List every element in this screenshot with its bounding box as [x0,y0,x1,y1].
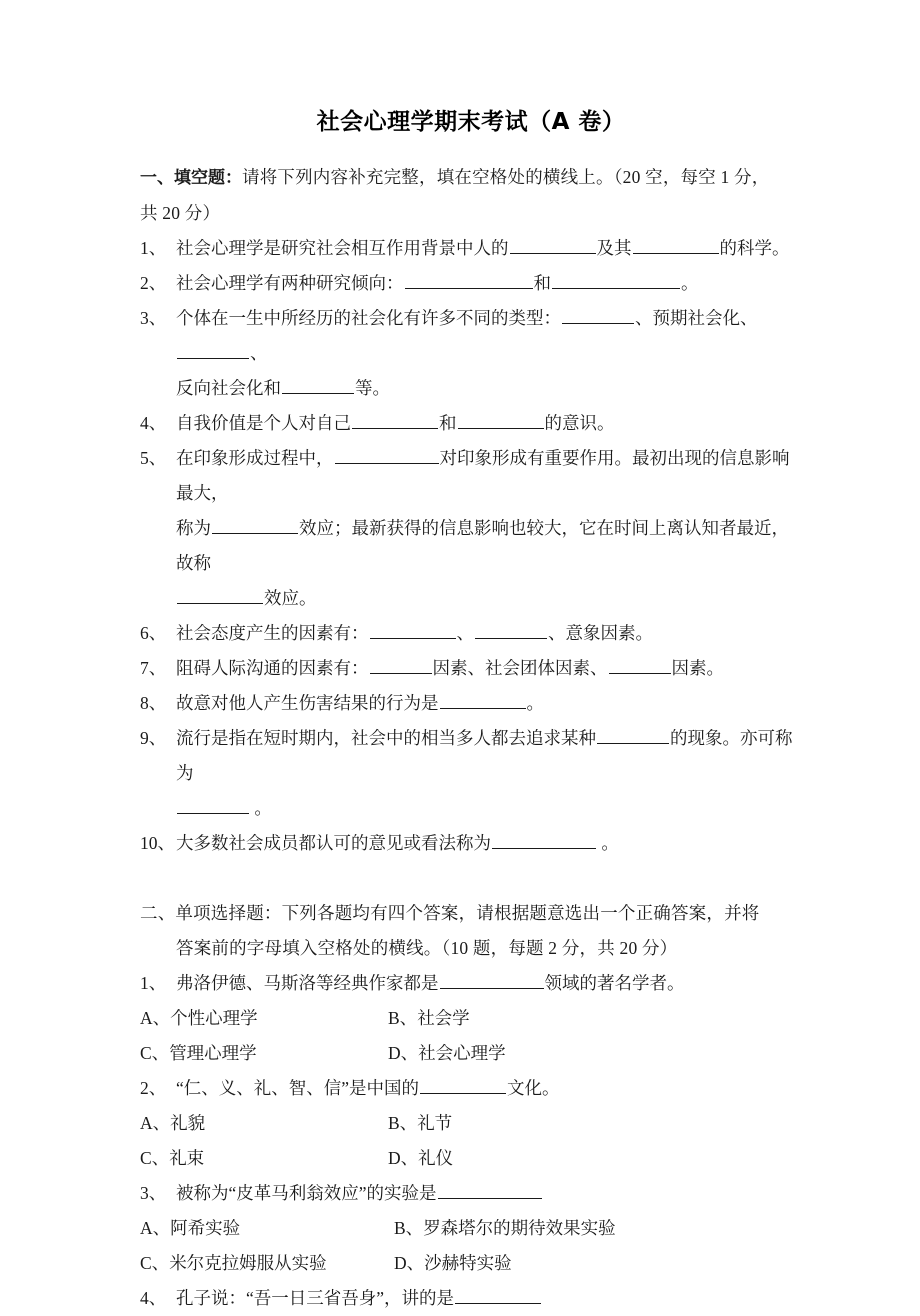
question-1-8 [140,686,802,721]
question-text-cont: 和 [533,272,551,293]
option-c[interactable] [140,1246,394,1281]
answer-blank[interactable] [609,658,671,674]
answer-blank[interactable] [177,588,263,604]
question-text-end: 、意象因素。 [548,622,653,643]
option-label: 个性心理学 [170,1007,258,1028]
answer-blank[interactable] [177,343,249,359]
option-label: 罗森塔尔的期待效果实验 [423,1217,616,1238]
answer-blank[interactable] [177,798,249,814]
document-body [140,0,802,1316]
answer-blank[interactable] [405,273,533,289]
answer-blank[interactable] [440,693,526,709]
question-text-cont: 及其 [596,237,632,258]
section-gap [140,861,802,896]
option-key: B、 [388,1112,418,1133]
section-1-instructions-line1: 请将下列内容补充完整，填在空格处的横线上。（20 空，每空 1 分， [242,166,770,187]
option-label: 礼节 [417,1112,453,1133]
option-label: 管理心理学 [169,1042,257,1063]
question-1-5-continuation-2 [140,581,802,616]
option-key: D、 [388,1042,419,1063]
question-1-10 [140,826,802,861]
option-d[interactable] [388,1141,802,1176]
question-text-end: 。 [601,832,619,853]
question-text: 社会心理学是研究社会相互作用背景中人的 [176,237,509,258]
section-1-label: 一、填空题 [140,167,225,188]
answer-blank[interactable] [370,623,456,639]
option-key: C、 [140,1147,170,1168]
option-key: C、 [140,1042,170,1063]
answer-blank[interactable] [335,448,439,464]
answer-blank[interactable] [370,658,432,674]
answer-blank[interactable] [420,1078,506,1094]
options-row [140,1141,802,1176]
option-a[interactable] [140,1211,394,1246]
options-row [140,1211,802,1246]
answer-blank[interactable] [455,1288,541,1304]
question-1-2 [140,266,802,301]
question-text-cont: 和 [439,412,457,433]
question-text-cont: 、 [456,622,474,643]
section-1-colon: ： [225,167,242,188]
option-label: 社会学 [417,1007,470,1028]
options-row [140,1106,802,1141]
question-number: 3、 [140,1182,167,1203]
question-text-cont: 、预期社会化、 [635,307,758,328]
question-text: 个体在一生中所经历的社会化有许多不同的类型： [176,307,561,328]
option-key: D、 [388,1147,419,1168]
continuation-text-end: 效应。 [264,587,317,608]
option-a[interactable] [140,1106,388,1141]
question-1-4 [140,406,802,441]
option-key: B、 [394,1217,424,1238]
question-text-end: 。 [526,692,544,713]
question-number: 1、 [140,972,167,993]
section-1-instructions-line2: 共 20 分） [140,202,221,223]
answer-blank[interactable] [552,273,680,289]
answer-blank[interactable] [440,973,544,989]
question-number: 5、 [140,447,167,468]
option-d[interactable] [394,1246,802,1281]
continuation-text-end: 等。 [355,377,390,398]
option-b[interactable] [388,1001,802,1036]
question-number: 2、 [140,1077,167,1098]
option-b[interactable] [394,1211,802,1246]
option-label: 礼束 [169,1147,205,1168]
continuation-text-end: 效应；最新获得的信息影响也较大，它在时间上离认知者最近，故称 [176,517,789,573]
page-title: 社会心理学期末考试（A 卷） [316,109,626,135]
option-label: 米尔克拉姆服从实验 [169,1252,327,1273]
option-b[interactable] [388,1106,802,1141]
question-text: 流行是指在短时期内，社会中的相当多人都去追求某种 [176,727,596,748]
continuation-text: 反向社会化和 [176,377,281,398]
question-number: 1、 [140,237,167,258]
section-2-label: 二、单项选择题 [140,902,264,923]
options-row [140,1246,802,1281]
question-text: 在印象形成过程中， [176,447,334,468]
question-1-5 [140,441,802,511]
option-key: C、 [140,1252,170,1273]
question-text-end: 对印象形成有重要作用。最初出现的信息影响最大， [176,447,790,503]
question-number: 2、 [140,272,167,293]
question-text: 故意对他人产生伤害结果的行为是 [176,692,439,713]
answer-blank[interactable] [510,238,596,254]
question-text-end: 因素。 [671,657,724,678]
question-number: 4、 [140,1287,167,1308]
question-text-end: 的意识。 [544,412,615,433]
option-label: 沙赫特实验 [424,1252,512,1273]
question-text-cont: 因素、社会团体因素、 [432,657,608,678]
question-text-end: 、 [250,342,268,363]
answer-blank[interactable] [633,238,719,254]
option-d[interactable] [388,1036,802,1071]
question-1-1 [140,231,802,266]
options-row [140,1036,802,1071]
section-2-colon: ： [263,902,282,923]
question-number: 9、 [140,727,167,748]
question-number: 8、 [140,692,167,713]
option-a[interactable] [140,1001,388,1036]
answer-blank[interactable] [282,378,354,394]
question-1-7 [140,651,802,686]
question-number: 10、 [140,832,175,853]
question-text: 阻碍人际沟通的因素有： [176,657,369,678]
answer-blank[interactable] [562,308,634,324]
question-text: 社会态度产生的因素有： [176,622,369,643]
answer-blank[interactable] [438,1183,542,1199]
continuation-text: 称为 [176,517,211,538]
question-text: 孔子说：“吾一日三省吾身”，讲的是 [176,1287,455,1308]
question-text: 被称为“皮革马利翁效应”的实验是 [176,1182,437,1203]
answer-blank[interactable] [212,518,298,534]
question-text: 社会心理学有两种研究倾向： [176,272,404,293]
answer-blank[interactable] [597,728,669,744]
question-1-3 [140,301,802,371]
option-label: 礼仪 [418,1147,454,1168]
question-text: “仁、义、礼、智、信”是中国的 [176,1077,420,1098]
question-1-3-continuation [140,371,802,406]
option-key: A、 [140,1007,171,1028]
question-number: 6、 [140,622,167,643]
answer-blank[interactable] [352,413,438,429]
question-text-end: 的现象。亦可称为 [176,727,793,783]
question-2-4 [140,1281,802,1316]
option-label: 礼貌 [170,1112,206,1133]
option-key: D、 [394,1252,425,1273]
option-label: 社会心理学 [418,1042,506,1063]
section-2-instructions-line2: 答案前的字母填入空格处的横线。（10 题，每题 2 分，共 20 分） [176,937,678,958]
question-2-1 [140,966,802,1001]
option-c[interactable] [140,1141,388,1176]
question-number: 4、 [140,412,167,433]
question-2-3 [140,1176,802,1211]
question-2-2 [140,1071,802,1106]
section-heading-multiple-choice [140,896,802,931]
question-1-5-continuation [140,511,802,581]
question-text-end: 的科学。 [719,237,790,258]
question-text: 自我价值是个人对自己 [176,412,351,433]
question-number: 7、 [140,657,167,678]
question-text-end: 。 [681,272,699,293]
option-key: B、 [388,1007,418,1028]
answer-blank[interactable] [475,623,547,639]
answer-blank[interactable] [458,413,544,429]
question-1-6 [140,616,802,651]
question-text-end: 领域的著名学者。 [544,972,685,993]
option-label: 阿希实验 [170,1217,241,1238]
question-number: 3、 [140,307,167,328]
question-text: 弗洛伊德、马斯洛等经典作家都是 [176,972,439,993]
option-key: A、 [140,1112,171,1133]
question-text: 大多数社会成员都认可的意见或看法称为 [176,832,491,853]
question-1-9-continuation [140,791,802,826]
option-c[interactable] [140,1036,388,1071]
section-heading-fill-blank [140,160,802,196]
section-2-instructions-line1: 下列各题均有四个答案，请根据题意选出一个正确答案，并将 [281,902,760,923]
answer-blank[interactable] [492,833,596,849]
options-row [140,1001,802,1036]
option-key: A、 [140,1217,171,1238]
question-1-9 [140,721,802,791]
continuation-text-end: 。 [254,797,272,818]
question-text-end: 文化。 [507,1077,560,1098]
